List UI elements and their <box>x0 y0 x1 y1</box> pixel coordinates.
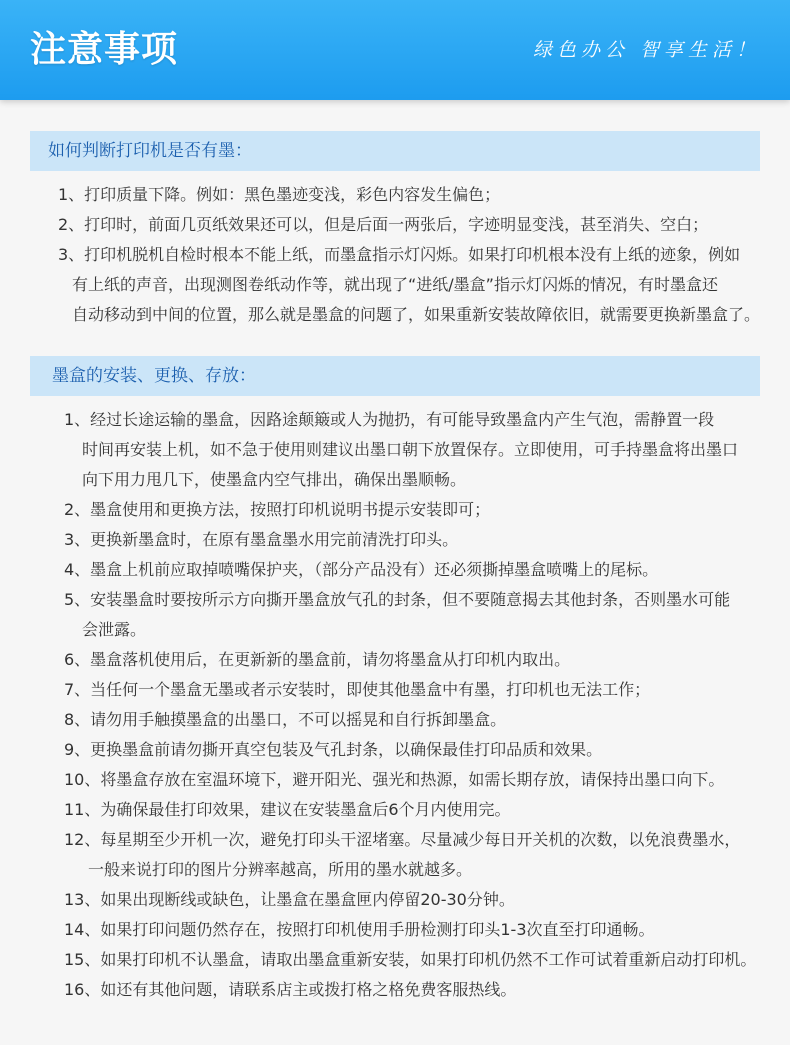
list-item-line: 时间再安装上机，如不急于使用则建议出墨口朝下放置保存。立即使用，可手持墨盒将出墨口 <box>82 440 739 459</box>
list-item <box>0 735 790 765</box>
list-item-line: 5、安装墨盒时要按所示方向撕开墨盒放气孔的封条，但不要随意揭去其他封条，否则墨水可能 <box>64 590 731 609</box>
list-item-line: 16、如还有其他问题，请联系店主或拨打格之格免费客服热线。 <box>64 980 517 999</box>
list-item <box>0 915 790 945</box>
list-item-line: 4、墨盒上机前应取掉喷嘴保护夹，（部分产品没有）还必须撕掉墨盒喷嘴上的尾标。 <box>64 560 659 579</box>
section-list <box>0 405 790 1005</box>
list-item <box>0 825 790 885</box>
list-item-line: 会泄露。 <box>82 620 147 639</box>
list-item-line: 一般来说打印的图片分辨率越高，所用的墨水就越多。 <box>88 860 473 879</box>
list-item <box>0 945 790 975</box>
list-item-line: 12、每星期至少开机一次，避免打印头干涩堵塞。尽量减少每日开关机的次数，以免浪费墨水， <box>64 830 741 849</box>
list-item-line: 11、为确保最佳打印效果，建议在安装墨盒后6个月内使用完。 <box>64 800 511 819</box>
list-item-line: 10、将墨盒存放在室温环境下，避开阳光、强光和热源，如需长期存放，请保持出墨口向下。 <box>64 770 725 789</box>
list-item <box>0 180 790 210</box>
slogan: 绿色办公 智享生活！ <box>532 39 760 61</box>
list-item-line: 自动移动到中间的位置，那么就是墨盒的问题了，如果重新安装故障依旧，就需要更换新墨盒了。 <box>72 305 761 324</box>
list-item <box>0 705 790 735</box>
list-item-line: 9、更换墨盒前请勿撕开真空包装及气孔封条，以确保最佳打印品质和效果。 <box>64 740 603 759</box>
list-item <box>0 645 790 675</box>
list-item-line: 3、更换新墨盒时，在原有墨盒墨水用完前清洗打印头。 <box>64 530 459 549</box>
list-item-line: 14、如果打印问题仍然存在，按照打印机使用手册检测打印头1-3次直至打印通畅。 <box>64 920 655 939</box>
list-item-line: 3、打印机脱机自检时根本不能上纸，而墨盒指示灯闪烁。如果打印机根本没有上纸的迹象，例如 <box>58 245 741 264</box>
page-title: 注意事项 <box>30 29 179 70</box>
list-item-line: 8、请勿用手触摸墨盒的出墨口，不可以摇晃和自行拆卸墨盒。 <box>64 710 507 729</box>
list-item-line: 7、当任何一个墨盒无墨或者示安装时，即使其他墨盒中有墨，打印机也无法工作； <box>64 680 651 699</box>
section-heading: 墨盒的安装、更换、存放： <box>52 366 256 386</box>
list-item-line: 向下用力甩几下，使墨盒内空气排出，确保出墨顺畅。 <box>82 470 467 489</box>
list-item-line: 2、墨盒使用和更换方法，按照打印机说明书提示安装即可； <box>64 500 491 519</box>
section-list <box>0 180 790 330</box>
list-item <box>0 885 790 915</box>
list-item <box>0 495 790 525</box>
list-item <box>0 795 790 825</box>
list-item-line: 13、如果出现断线或缺色，让墨盒在墨盒匣内停留20-30分钟。 <box>64 890 515 909</box>
section-heading-bar <box>30 356 760 396</box>
header-banner <box>0 0 790 100</box>
section-heading: 如何判断打印机是否有墨： <box>48 141 252 161</box>
list-item-line: 15、如果打印机不认墨盒，请取出墨盒重新安装，如果打印机仍然不工作可试着重新启动打印机。 <box>64 950 757 969</box>
list-item <box>0 240 790 330</box>
list-item <box>0 675 790 705</box>
list-item-line: 有上纸的声音，出现测图卷纸动作等，就出现了“进纸/墨盒”指示灯闪烁的情况，有时墨盒还 <box>72 275 718 294</box>
list-item-line: 6、墨盒落机使用后，在更新新的墨盒前，请勿将墨盒从打印机内取出。 <box>64 650 571 669</box>
section-heading-bar <box>30 131 760 171</box>
list-item-line: 1、打印质量下降。例如：黑色墨迹变浅，彩色内容发生偏色； <box>58 185 501 204</box>
list-item <box>0 765 790 795</box>
list-item-line: 1、经过长途运输的墨盒，因路途颠簸或人为抛扔，有可能导致墨盒内产生气泡，需静置一段 <box>64 410 715 429</box>
list-item <box>0 585 790 645</box>
list-item <box>0 525 790 555</box>
list-item <box>0 555 790 585</box>
list-item-line: 2、打印时，前面几页纸效果还可以，但是后面一两张后，字迹明显变浅，甚至消失、空白； <box>58 215 709 234</box>
list-item <box>0 405 790 495</box>
list-item <box>0 210 790 240</box>
list-item <box>0 975 790 1005</box>
